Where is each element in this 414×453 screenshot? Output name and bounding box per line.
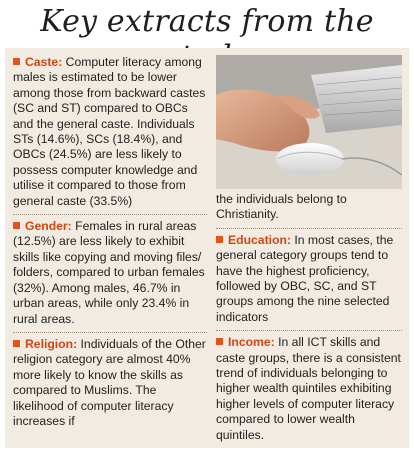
education-section bbox=[216, 233, 402, 325]
page-title: Key extracts from the bbox=[40, 4, 374, 39]
caste-label: Caste: bbox=[25, 55, 63, 69]
religion-continued-text: the individuals belong to Christianity. bbox=[216, 192, 347, 222]
income-text: In all ICT skills and caste groups, there is a consistent trend of individuals belonging to higher wealth quintiles exhibiting higher levels of computer literacy compared to lower wealth quintiles. bbox=[216, 335, 401, 442]
divider bbox=[13, 214, 207, 215]
square-bullet-icon bbox=[216, 338, 223, 345]
divider bbox=[13, 332, 207, 333]
caste-text: Computer literacy among males is estimated to be lower among those from backward castes (SC and ST) compared to OBCs and the general caste. Individuals STs (14.6%), SCs (18.4%), and OBCs (24.5%) are less likely to possess computer knowledge and utilise it compared to those from general caste (33.5%) bbox=[13, 55, 206, 208]
religion-section bbox=[13, 337, 207, 429]
religion-text: Individuals of the Other religion category are almost 40% more likely to know the skills as compared to Muslims. The likelihood of computer literacy increases if bbox=[13, 336, 206, 428]
right-column bbox=[216, 48, 402, 443]
square-bullet-icon bbox=[216, 236, 223, 243]
divider bbox=[216, 330, 402, 331]
square-bullet-icon bbox=[13, 340, 20, 347]
income-label: Income: bbox=[228, 335, 275, 350]
gender-text: Females in rural areas (12.5%) are less likely to exhibit skills like copying and moving files/ folders, compared to urban females (32%). Among males, 46.7% in urban areas, while only 23.4% in rural areas. bbox=[13, 219, 205, 326]
square-bullet-icon bbox=[13, 58, 20, 65]
income-section bbox=[216, 335, 402, 443]
gender-label: Gender: bbox=[25, 219, 72, 234]
education-label: Education: bbox=[228, 232, 291, 247]
education-text: In most cases, the general category groups tend to have the highest proficiency, followed by OBC, SC, and ST groups among the nine selected indicators bbox=[216, 232, 394, 324]
extracts-panel bbox=[5, 48, 409, 448]
square-bullet-icon bbox=[13, 222, 20, 229]
religion-label: Religion: bbox=[25, 336, 78, 351]
gender-section bbox=[13, 219, 207, 327]
divider bbox=[216, 228, 402, 229]
hand-on-computer-mouse-photo bbox=[216, 55, 402, 189]
computer-mouse-illustration bbox=[216, 55, 402, 189]
caste-section bbox=[13, 55, 207, 209]
left-column bbox=[13, 55, 207, 429]
